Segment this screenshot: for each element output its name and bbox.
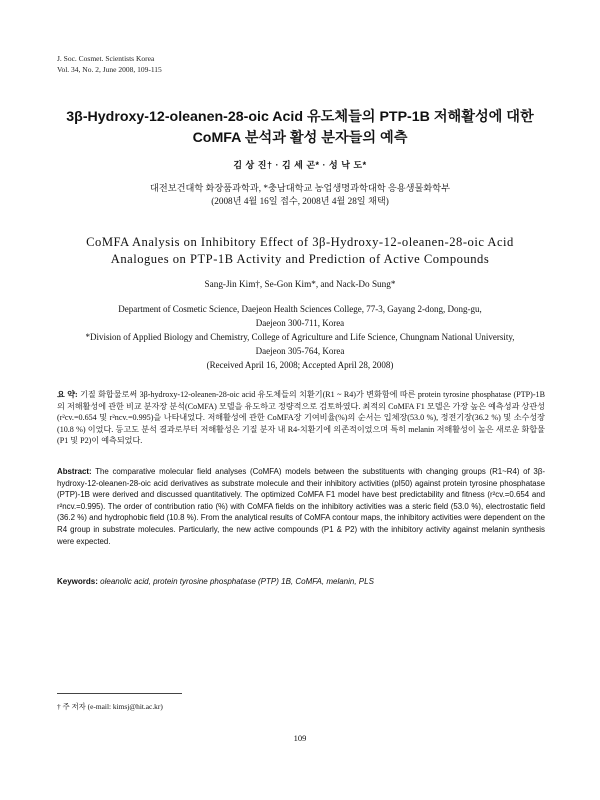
english-abstract xyxy=(57,466,545,547)
english-authors: Sang-Jin Kim†, Se-Gon Kim*, and Nack-Do Sung* xyxy=(204,279,396,289)
keywords-text: oleanolic acid, protein tyrosine phosphatase (PTP) 1B, CoMFA, melanin, PLS xyxy=(100,577,374,586)
page-number: 109 xyxy=(293,733,307,743)
affiliation-1-line1: Department of Cosmetic Science, Daejeon Health Sciences College, 77-3, Gayang 2-dong, Dong-gu, xyxy=(118,304,482,314)
korean-abstract xyxy=(57,389,545,447)
journal-volume: Vol. 34, No. 2, June 2008, 109-115 xyxy=(57,65,162,74)
journal-citation xyxy=(57,53,162,75)
english-title xyxy=(30,234,570,268)
footnote-divider xyxy=(57,693,182,694)
english-title-line1: CoMFA Analysis on Inhibitory Effect of 3β-Hydroxy-12-oleanen-28-oic Acid xyxy=(86,235,514,249)
korean-abstract-label: 요 약: xyxy=(57,390,78,399)
korean-title-line2: CoMFA 분석과 활성 분자들의 예측 xyxy=(192,130,408,146)
english-abstract-text: The comparative molecular field analyses (CoMFA) models between the substituents with changing groups (R1~R4) of 3β-hydroxy-12-oleanen-28-oic acid derivatives as substrate molecule and their inhibitory activities (pI50) against protein tyrosine phosphatase (PTP)-1B were derived and discussed quantitatively. The optimized CoMFA F1 model have best predictability and fitness (r²cv.=0.654 and r²ncv.=0.995). The order of contribution ratio (%) with CoMFA fields on the inhibitory activities was a steric field (53.0 %), electrostatic field (36.2 %) and hydrophobic field (10.8 %). From the analytical results of CoMFA contour maps, the inhibitory activities were dependent on the R4 group in substrate molecules. Particularly, the new active compounds (P1 & P2) with the inhibitory activity against melanin synthesis were expected. xyxy=(57,467,545,546)
english-title-line2: Analogues on PTP-1B Activity and Prediction of Active Compounds xyxy=(110,252,490,266)
affiliation-2-line1: *Division of Applied Biology and Chemistry, College of Agriculture and Life Science, Chungnam National University, xyxy=(85,332,515,342)
journal-name: J. Soc. Cosmet. Scientists Korea xyxy=(57,54,155,63)
korean-authors: 김 상 진† · 김 세 곤* · 성 낙 도* xyxy=(233,160,367,170)
korean-abstract-text: 기질 화합물로써 3β-hydroxy-12-oleanen-28-oic acid 유도체들의 치환기(R1 ~ R4)가 변화함에 따른 protein tyrosine phosphatase (PTP)-1B의 저해활성에 관한 비교 분자장 분석(CoMFA) 모델을 유도하고 정량적으로 검토하였다. 최적의 CoMFA F1 모델은 가장 높은 예측성과 상관성(r²cv.=0.654 및 r²ncv.=0.995)을 나타내었다. 저해활성에 관한 CoMFA장 기여비율(%)의 순서는 입체장(53.0 %), 정전기장(36.2 %) 및 소수성장(10.8 %) 이었다. 등고도 분석 결과로부터 저해활성은 기질 분자 내 R4-치환기에 의존적이었으며 특히 melanin 저해활성이 높은 새로운 화합물(P1 및 P2)이 예측되었다. xyxy=(57,390,545,446)
english-affiliations xyxy=(58,302,542,372)
english-abstract-label: Abstract: xyxy=(57,467,92,476)
affiliation-2-line2: Daejeon 305-764, Korea xyxy=(255,346,345,356)
korean-affiliation xyxy=(0,182,600,208)
korean-affiliation-text: 대전보건대학 화장품과학과, *충남대학교 농업생명과학대학 응용생물화학부 xyxy=(149,183,451,193)
korean-dates: (2008년 4월 16일 접수, 2008년 4월 28일 채택) xyxy=(211,196,389,206)
keywords-label: Keywords: xyxy=(57,577,98,586)
korean-title xyxy=(40,107,560,149)
affiliation-1-line2: Daejeon 300-711, Korea xyxy=(255,318,345,328)
footnote: † 주 저자 (e-mail: kimsj@hit.ac.kr) xyxy=(57,702,163,711)
korean-title-line1: 3β-Hydroxy-12-oleanen-28-oic Acid 유도체들의 PTP-1B 저해활성에 대한 xyxy=(66,109,534,125)
english-dates: (Received April 16, 2008; Accepted April 28, 2008) xyxy=(206,360,394,370)
keywords xyxy=(57,577,374,586)
